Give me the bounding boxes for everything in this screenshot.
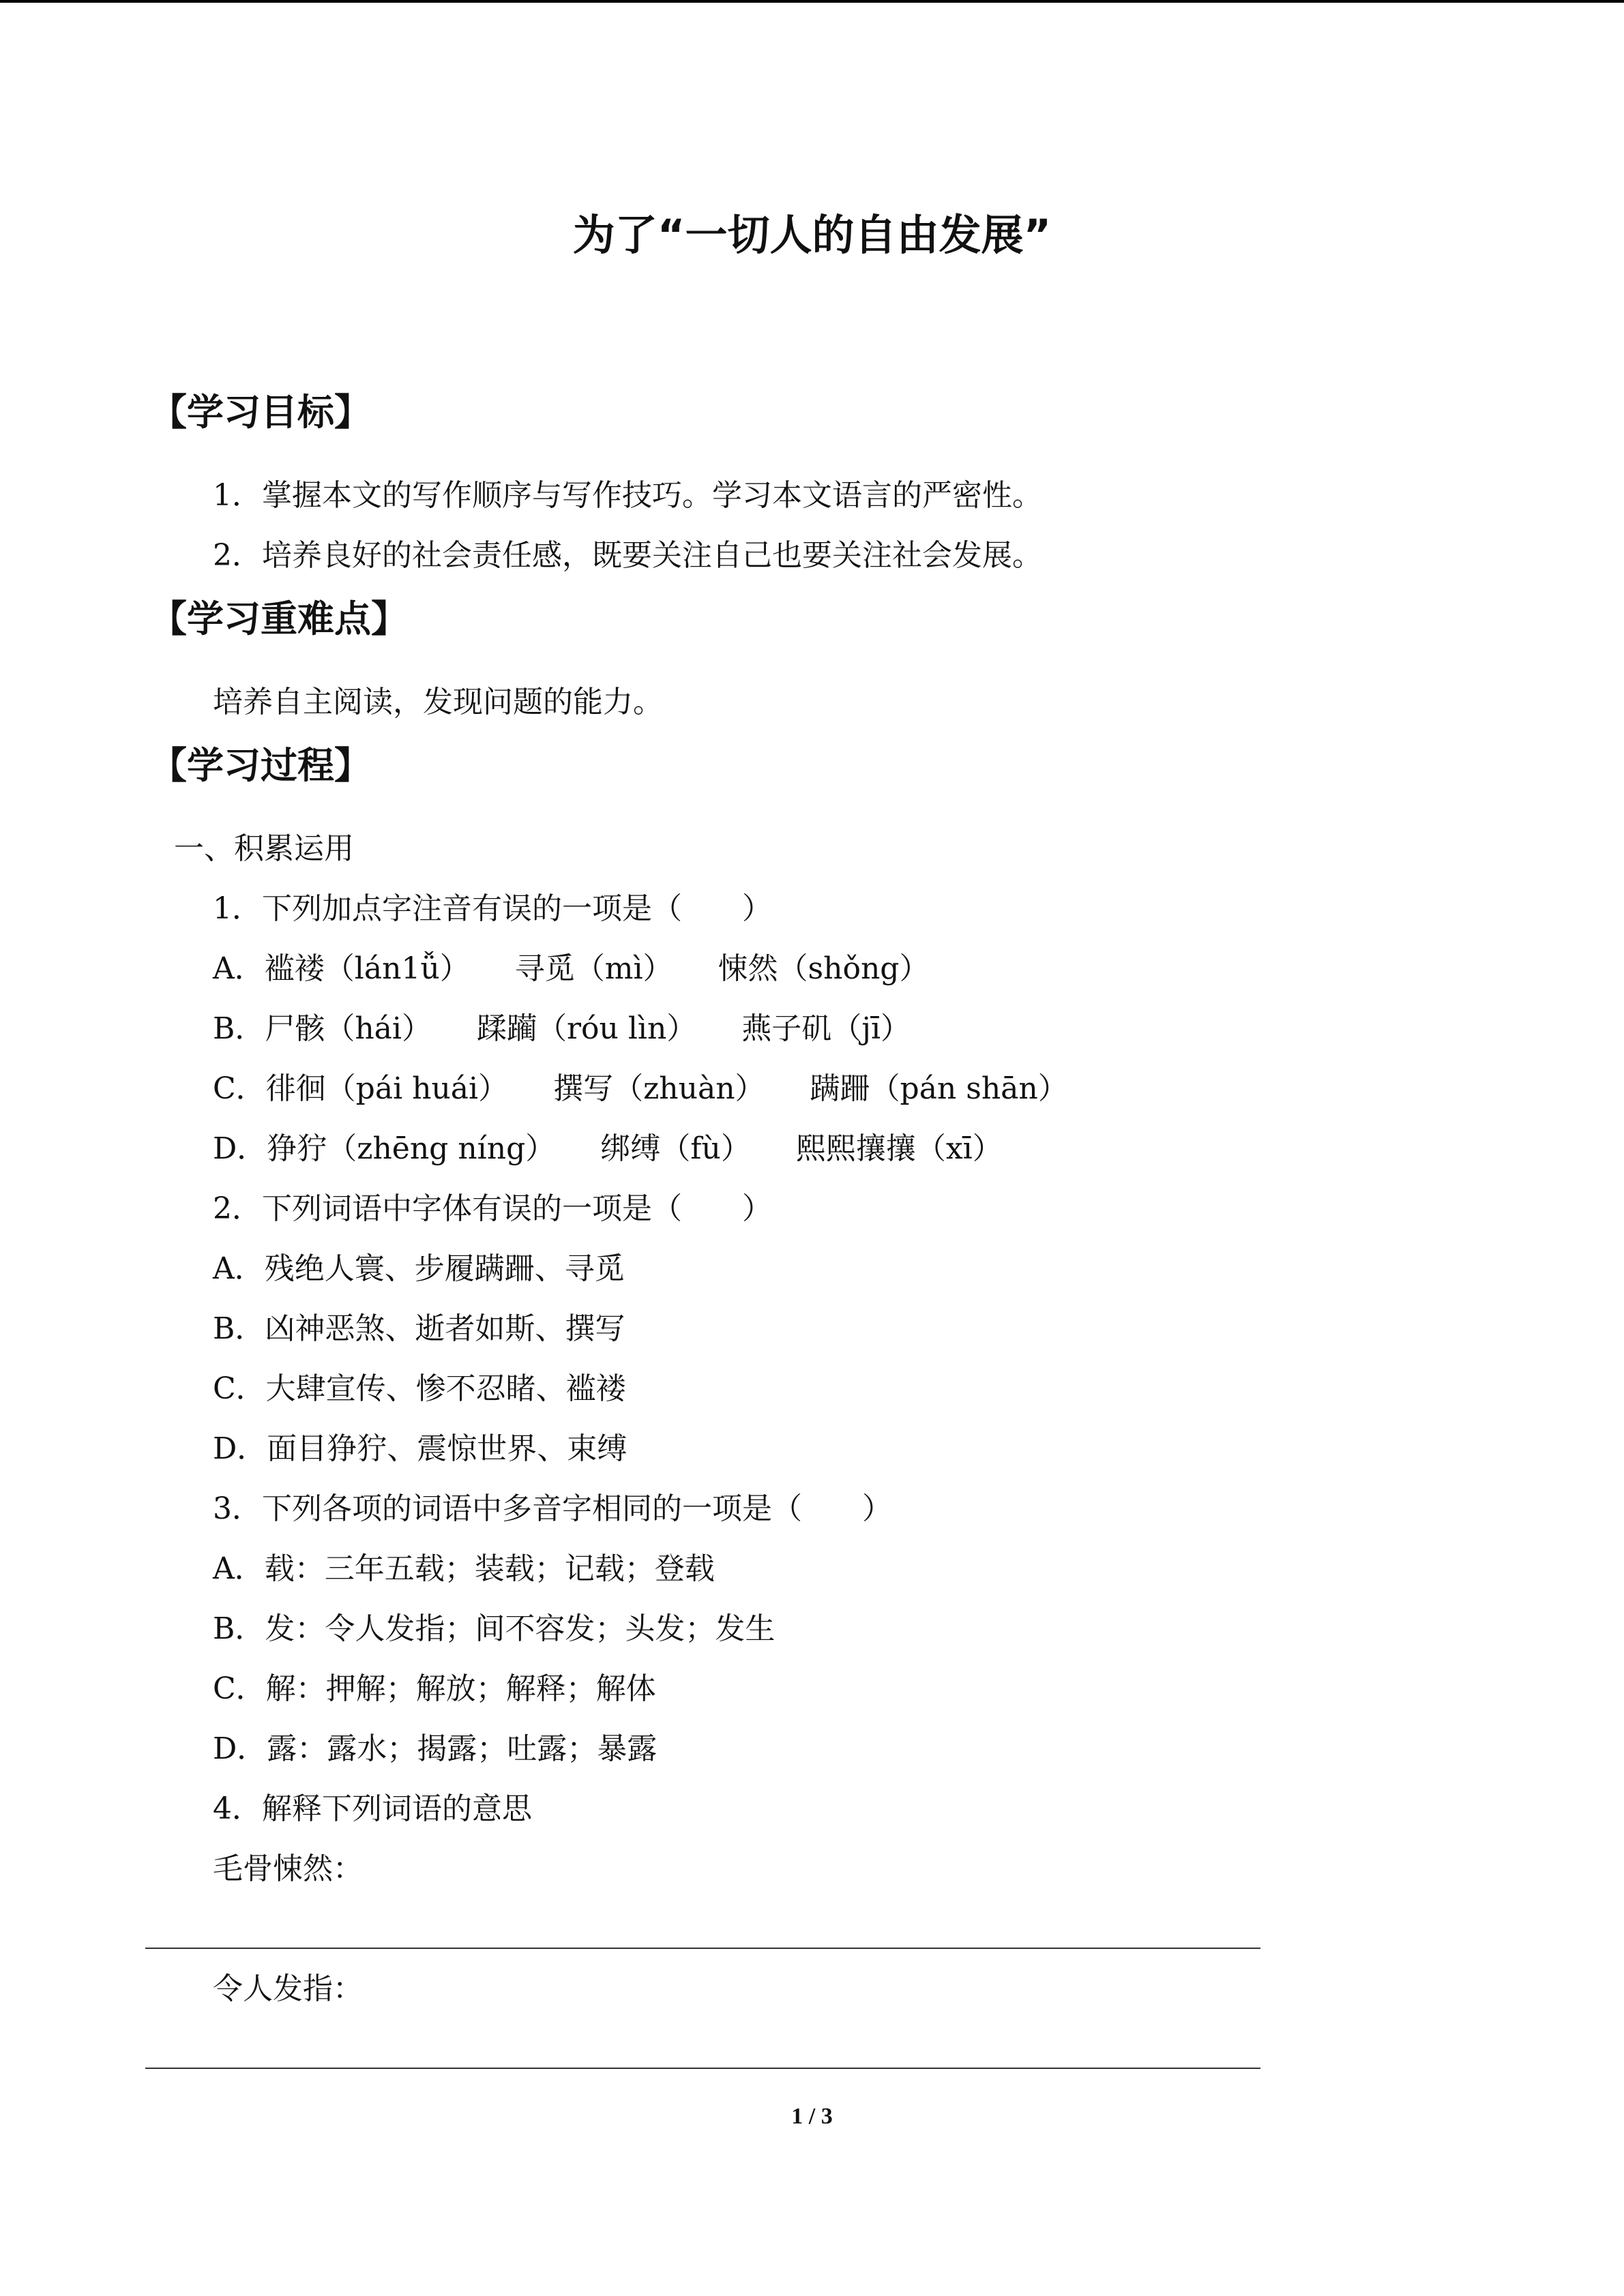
question-4-stem: 4．解释下列词语的意思 xyxy=(213,1791,532,1826)
answer-line xyxy=(145,1948,1260,1949)
term-label: 令人发指： xyxy=(213,1971,363,2006)
question-3-option-d: D．露：露水；揭露；吐露；暴露 xyxy=(213,1731,658,1766)
answer-line xyxy=(145,2068,1260,2069)
question-3-option-a: A．载：三年五载；装载；记载；登载 xyxy=(213,1551,715,1586)
question-2-option-b: B．凶神恶煞、逝者如斯、撰写 xyxy=(213,1311,625,1346)
page-number: 1 / 3 xyxy=(791,2104,833,2129)
question-3-stem: 3．下列各项的词语中多音字相同的一项是（ ） xyxy=(213,1491,892,1526)
section-heading-objectives: 【学习目标】 xyxy=(150,391,371,434)
term-label: 毛骨悚然： xyxy=(213,1851,363,1886)
question-1-stem: 1．下列加点字注音有误的一项是（ ） xyxy=(213,891,772,926)
question-3-option-b: B．发：令人发指；间不容发；头发；发生 xyxy=(213,1611,776,1646)
question-1-option-c: C．徘徊（pái huái） 撰写（zhuàn） 蹒跚（pán shān） xyxy=(213,1071,1068,1106)
question-2-option-d: D．面目狰狞、震惊世界、束缚 xyxy=(213,1431,628,1466)
page-top-border xyxy=(0,0,1624,3)
objective-item-1: 1．掌握本文的写作顺序与写作技巧。学习本文语言的严密性。 xyxy=(213,478,1042,513)
question-2-stem: 2．下列词语中字体有误的一项是（ ） xyxy=(213,1191,772,1226)
key-points-text: 培养自主阅读，发现问题的能力。 xyxy=(213,685,663,719)
section-heading-process: 【学习过程】 xyxy=(150,744,371,787)
question-1-option-b: B．尸骸（hái） 蹂躏（róu lìn） 燕子矶（jī） xyxy=(213,1011,911,1046)
question-3-option-c: C．解：押解；解放；解释；解体 xyxy=(213,1671,656,1706)
objective-item-2: 2．培养良好的社会责任感，既要关注自己也要关注社会发展。 xyxy=(213,538,1042,573)
question-2-option-c: C．大肆宣传、惨不忍睹、褴褛 xyxy=(213,1371,626,1406)
part-one-heading: 一、积累运用 xyxy=(174,831,354,866)
question-1-option-d: D．狰狞（zhēng níng） 绑缚（fù） 熙熙攘攘（xī） xyxy=(213,1131,1003,1166)
question-1-option-a: A．褴褛（lán1ǚ） 寻觅（mì） 悚然（shǒng） xyxy=(213,951,930,986)
page-title: 为了“一切人的自由发展” xyxy=(572,210,1052,260)
question-2-option-a: A．残绝人寰、步履蹒跚、寻觅 xyxy=(213,1251,625,1286)
section-heading-key-points: 【学习重难点】 xyxy=(150,597,408,640)
